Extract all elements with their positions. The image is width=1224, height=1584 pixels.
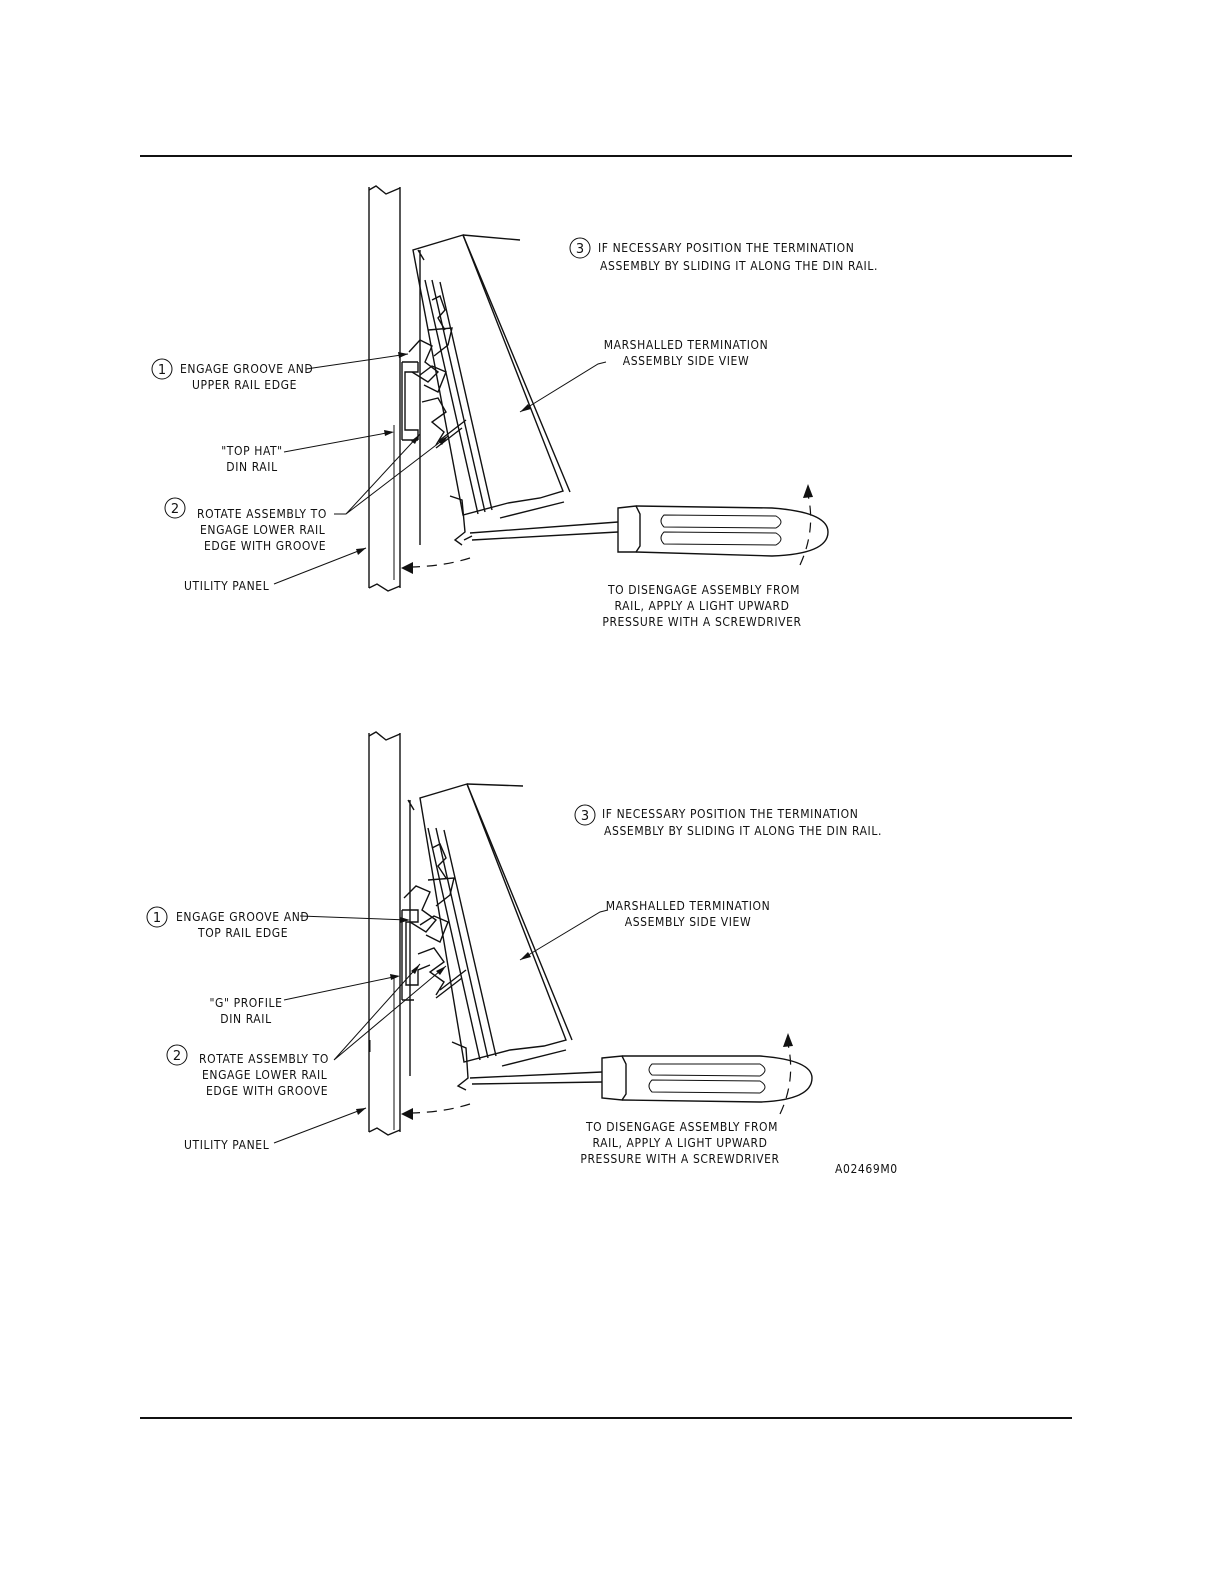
termination-assembly [404, 784, 572, 1090]
upward-pressure-arrow [780, 1044, 791, 1114]
svg-text:PRESSURE WITH A SCREWDRIVER: PRESSURE WITH A SCREWDRIVER [602, 615, 802, 629]
top-hat-din-rail [394, 362, 418, 580]
svg-text:ENGAGE GROOVE AND: ENGAGE GROOVE AND [176, 910, 310, 924]
callout-1 [147, 907, 410, 940]
svg-text:"TOP HAT": "TOP HAT" [221, 444, 283, 458]
svg-text:ASSEMBLY BY SLIDING IT ALO: ASSEMBLY BY SLIDING IT ALONG THE DIN RAIL. [600, 259, 878, 273]
assembly-side-view-label [520, 338, 768, 412]
svg-text:ASSEMBLY SIDE VIEW: ASSEMBLY SIDE VIEW [624, 915, 752, 929]
upward-pressure-arrow [800, 495, 811, 565]
svg-text:MARSHALLED TERMINATION: MARSHALLED TERMINATION [605, 899, 771, 913]
svg-text:IF NECESSARY POSITION THE: IF NECESSARY POSITION THE TERMINATION [598, 241, 855, 255]
rotate-arrow [412, 558, 470, 567]
svg-text:RAIL, APPLY A LIGHT UPWARD: RAIL, APPLY A LIGHT UPWARD [614, 599, 790, 613]
svg-text:DIN RAIL: DIN RAIL [220, 1012, 272, 1026]
svg-text:TOP RAIL EDGE: TOP RAIL EDGE [198, 926, 289, 940]
svg-text:UTILITY PANEL: UTILITY PANEL [184, 579, 270, 593]
svg-text:UPPER RAIL EDGE: UPPER RAIL EDGE [192, 378, 298, 392]
disengage-note [602, 583, 801, 629]
rotate-arrow [412, 1104, 470, 1113]
svg-text:ASSEMBLY BY SLIDING IT ALO: ASSEMBLY BY SLIDING IT ALONG THE DIN RAIL. [604, 824, 882, 838]
svg-text:ROTATE ASSEMBLY TO: ROTATE ASSEMBLY TO [197, 507, 327, 521]
svg-text:MARSHALLED TERMINATION: MARSHALLED TERMINATION [603, 338, 769, 352]
disengage-note [580, 1120, 779, 1166]
svg-text:RAIL, APPLY A LIGHT UPWARD: RAIL, APPLY A LIGHT UPWARD [592, 1136, 768, 1150]
svg-text:IF NECESSARY POSITION THE: IF NECESSARY POSITION THE TERMINATION [602, 807, 859, 821]
screwdriver [470, 1056, 812, 1102]
svg-text:TO DISENGAGE ASSEMBLY FROM: TO DISENGAGE ASSEMBLY FROM [607, 583, 801, 597]
svg-text:ENGAGE LOWER RAIL: ENGAGE LOWER RAIL [202, 1068, 328, 1082]
callout-2 [165, 434, 448, 553]
utility-panel [369, 732, 400, 1135]
rail-type-label [221, 430, 394, 474]
screwdriver [470, 506, 828, 556]
utility-panel [369, 186, 400, 591]
svg-text:EDGE WITH GROOVE: EDGE WITH GROOVE [204, 539, 327, 553]
assembly-side-view-label [520, 899, 770, 960]
callout-3 [575, 805, 882, 838]
svg-text:EDGE WITH GROOVE: EDGE WITH GROOVE [206, 1084, 329, 1098]
svg-text:UTILITY PANEL: UTILITY PANEL [184, 1138, 270, 1152]
svg-text:2: 2 [172, 1049, 182, 1064]
svg-text:DIN RAIL: DIN RAIL [226, 460, 278, 474]
drawing-id: A02469M0 [835, 1162, 898, 1176]
callout-2 [167, 964, 446, 1098]
svg-text:ASSEMBLY SIDE VIEW: ASSEMBLY SIDE VIEW [622, 354, 750, 368]
svg-text:1: 1 [157, 363, 167, 378]
svg-text:ROTATE ASSEMBLY TO: ROTATE ASSEMBLY TO [199, 1052, 329, 1066]
figure-g-profile [147, 732, 882, 1166]
termination-assembly [409, 235, 570, 545]
utility-panel-label [184, 548, 366, 593]
utility-panel-label [184, 1108, 366, 1152]
svg-text:2: 2 [170, 502, 180, 517]
svg-text:1: 1 [152, 911, 162, 926]
svg-text:ENGAGE LOWER RAIL: ENGAGE LOWER RAIL [200, 523, 326, 537]
svg-text:ENGAGE GROOVE AND: ENGAGE GROOVE AND [180, 362, 314, 376]
svg-text:TO DISENGAGE ASSEMBLY FROM: TO DISENGAGE ASSEMBLY FROM [585, 1120, 779, 1134]
figure-top-hat [152, 186, 878, 629]
svg-text:3: 3 [580, 809, 590, 824]
svg-text:"G" PROFILE: "G" PROFILE [209, 996, 283, 1010]
callout-3 [570, 238, 878, 273]
svg-text:PRESSURE WITH A SCREWDRIVER: PRESSURE WITH A SCREWDRIVER [580, 1152, 780, 1166]
svg-text:3: 3 [575, 242, 585, 257]
